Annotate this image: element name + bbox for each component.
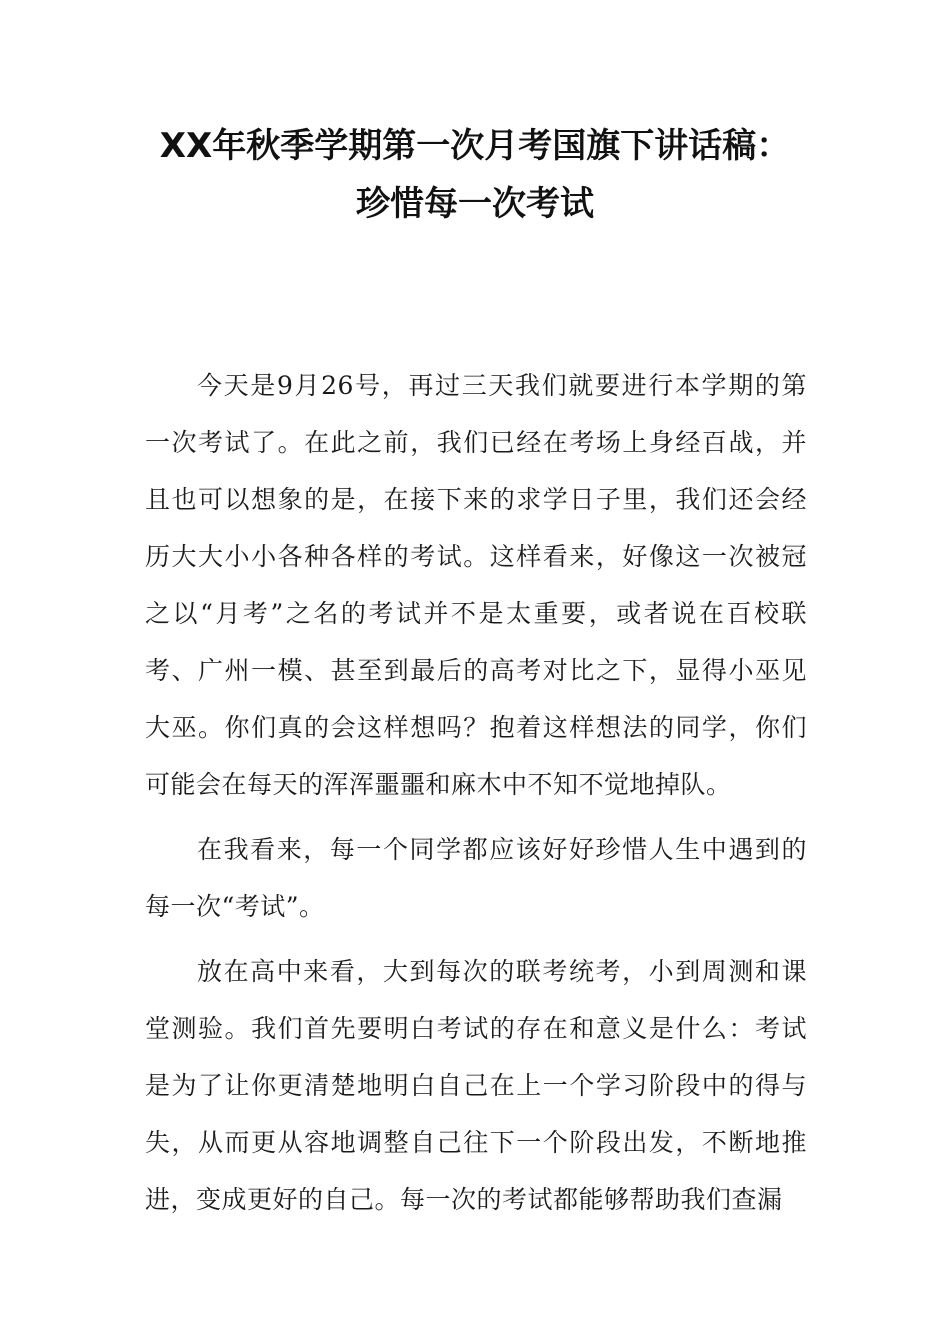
title-line-2: 珍惜每一次考试 <box>356 184 594 224</box>
paragraph-3: 放在高中来看，大到每次的联考统考，小到周测和课堂测验。我们首先要明白考试的存在和意义是什么：考试是为了让你更清楚地明白自己在上一个学习阶段中的得与失，从而更从容地调整自己往下一个阶段出发，不断地推进，变成更好的自己。每一次的考试都能够帮助我们查漏 <box>145 957 807 1214</box>
title-line-1: XX年秋季学期第一次月考国旗下讲话稿： <box>159 126 791 166</box>
document-body <box>145 357 807 1236</box>
paragraph-2: 在我看来，每一个同学都应该好好珍惜人生中遇到的每一次“考试”。 <box>145 835 807 921</box>
paragraph-1: 今天是9月26号，再过三天我们就要进行本学期的第一次考试了。在此之前，我们已经在考场上身经百战，并且也可以想象的是，在接下来的求学日子里，我们还会经历大大小小各种各样的考试。这样看来，好像这一次被冠之以“月考”之名的考试并不是太重要，或者说在百校联考、广州一模、甚至到最后的高考对比之下，显得小巫见大巫。你们真的会这样想吗？抱着这样想法的同学，你们可能会在每天的浑浑噩噩和麻木中不知不觉地掉队。 <box>145 371 807 799</box>
document-title <box>100 117 850 233</box>
